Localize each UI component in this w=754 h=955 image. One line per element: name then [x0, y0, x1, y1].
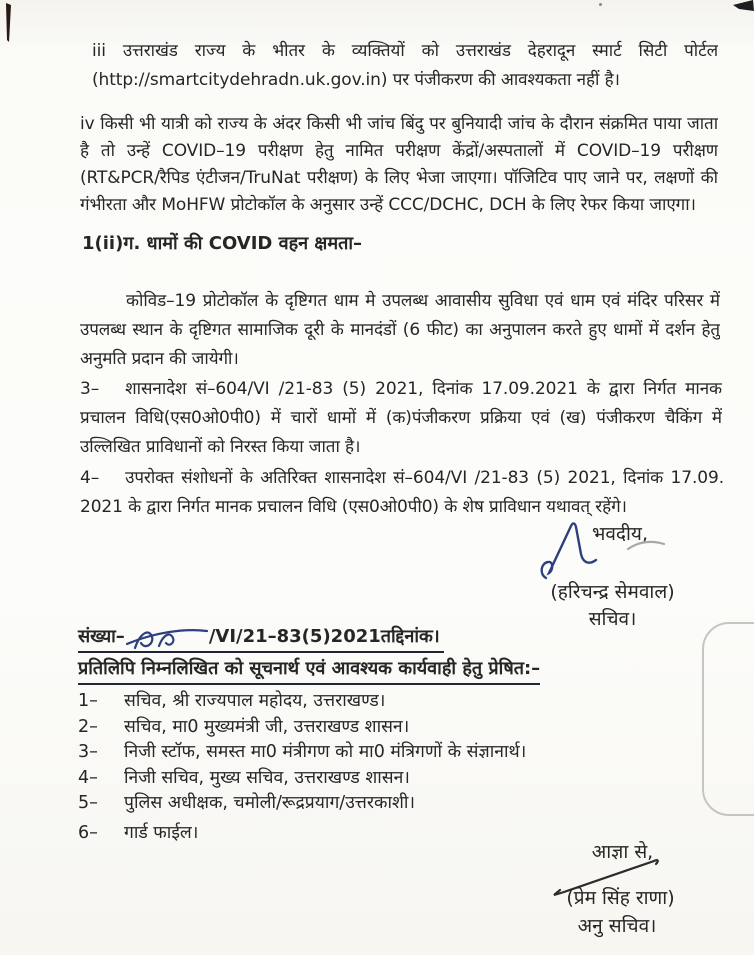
copy-distribution-list	[78, 688, 678, 845]
under-secretary-name: (प्रेम सिंह राणा)	[566, 887, 675, 909]
page-curl-artifact	[702, 622, 754, 816]
reference-number-line	[78, 624, 444, 653]
section-heading-covid-capacity: 1(ii)ग. धामों की COVID वहन क्षमता–	[82, 233, 363, 254]
list-item	[78, 688, 678, 714]
list-item-text: निजी सचिव, मुख्य सचिव, उत्तराखण्ड शासन।	[124, 767, 410, 788]
paragraph-iii-smart-city-portal: iii उत्तराखंड राज्य के भीतर के व्यक्तियों को उत्तराखंड देहरादून स्मार्ट सिटी पोर्टल (http://smartcitydehradn.uk.gov.in) पर पंजीकरण की आवश्यकता नहीं है।	[92, 41, 718, 90]
reference-suffix: /VI/21–83(5)2021तद्दिनांक।	[208, 626, 440, 647]
pen-mark-top-right-icon	[733, 0, 754, 13]
under-secretary-designation: अनु सचिव।	[577, 915, 657, 937]
list-item	[78, 765, 678, 791]
list-item-number: 3–	[78, 742, 98, 762]
reference-prefix: संख्या–	[78, 626, 125, 647]
handwritten-number-scrawl-icon	[125, 624, 209, 654]
list-item-number: 4–	[78, 767, 98, 788]
copy-distribution-heading: प्रतिलिपि निम्नलिखित को सूचनार्थ एवं आवश्यक कार्यवाही हेतु प्रेषित:–	[78, 656, 540, 685]
pen-mark-top-left-icon	[2, 2, 16, 44]
list-item-number: 5–	[78, 793, 98, 813]
list-item-text: गार्ड फाईल।	[124, 822, 199, 843]
closing-salutation: भवदीय,	[592, 523, 648, 545]
paragraph-4-text: उपरोक्त संशोधनों के अतिरिक्त शासनादेश सं–604/VI /21-83 (5) 2021, दिनांक 17.09. 2021 के द्वारा निर्गत मानक प्रचालन विधि (एस0ओ0पी0) के शेष प्राविधान यथावत् रहेंगे।	[80, 468, 724, 517]
paragraph-iv-covid-testing: iv किसी भी यात्री को राज्य के अंदर किसी भी जांच बिंदु पर बुनियादी जांच के दौरान संक्रमित पाया जाता है तो उन्हें COVID–19 परीक्षण हेतु नामित परीक्षण केंद्रों/अस्पतालों में COVID–19 परीक्षण (RT&PCR/रैपिड एंटीजन/TruNat परीक्षण) के लिए भेजा जाएगा। पॉजिटिव पाए जाने पर, लक्षणों की गंभीरता और MoHFW प्रोटोकॉल के अनुसार उन्हें CCC/DCHC, DCH के लिए रेफर किया जाएगा।	[80, 114, 718, 215]
list-item-number: 2–	[78, 716, 98, 737]
list-item-text: निजी स्टॉफ, समस्त मा0 मंत्रीगण को मा0 मंत्रिगणों के संज्ञानार्थ।	[124, 742, 527, 762]
paragraph-dham-darshan: कोविड–19 प्रोटोकॉल के दृष्टिगत धाम मे उपलब्ध आवासीय सुविधा एवं धाम एवं मंदिर परिसर में उपलब्ध स्थान के दृष्टिगत सामाजिक दूरी के मानदंडों (6 फीट) का अनुपालन करते हुए धामों में दर्शन हेतु अनुमति प्रदान की जायेगी।	[80, 291, 720, 369]
list-item-number: 1–	[78, 691, 98, 711]
list-item-text: पुलिस अधीक्षक, चमोली/रूद्रप्रयाग/उत्तरकाशी।	[124, 793, 416, 813]
list-item	[78, 790, 678, 816]
list-item	[78, 714, 678, 740]
secretary-designation: सचिव।	[588, 608, 637, 630]
list-item-text: सचिव, मा0 मुख्यमंत्री जी, उत्तराखण्ड शासन।	[124, 716, 410, 737]
paragraph-3-number: 3–	[80, 379, 100, 399]
secretary-name: (हरिचन्द्र सेमवाल)	[550, 581, 675, 603]
paragraph-3-order-cancellation	[80, 375, 722, 463]
list-item-number: 6–	[78, 822, 98, 843]
paragraph-3-text: शासनादेश सं–604/VI /21-83 (5) 2021, दिनांक 17.09.2021 के द्वारा निर्गत मानक प्रचालन विधि(एस0ओ0पी0) में चारों धामों में (क)पंजीकरण प्रक्रिया एवं (ख) पंजीकरण चैकिंग में उल्लिखित प्राविधानों को निरस्त किया जाता है।	[80, 379, 722, 457]
list-item-text: सचिव, श्री राज्यपाल महोदय, उत्तराखण्ड।	[124, 691, 386, 711]
by-order-salutation: आज्ञा से,	[591, 841, 654, 863]
paragraph-4-number: 4–	[80, 468, 100, 488]
scan-speck	[599, 3, 602, 6]
list-item	[78, 739, 678, 765]
